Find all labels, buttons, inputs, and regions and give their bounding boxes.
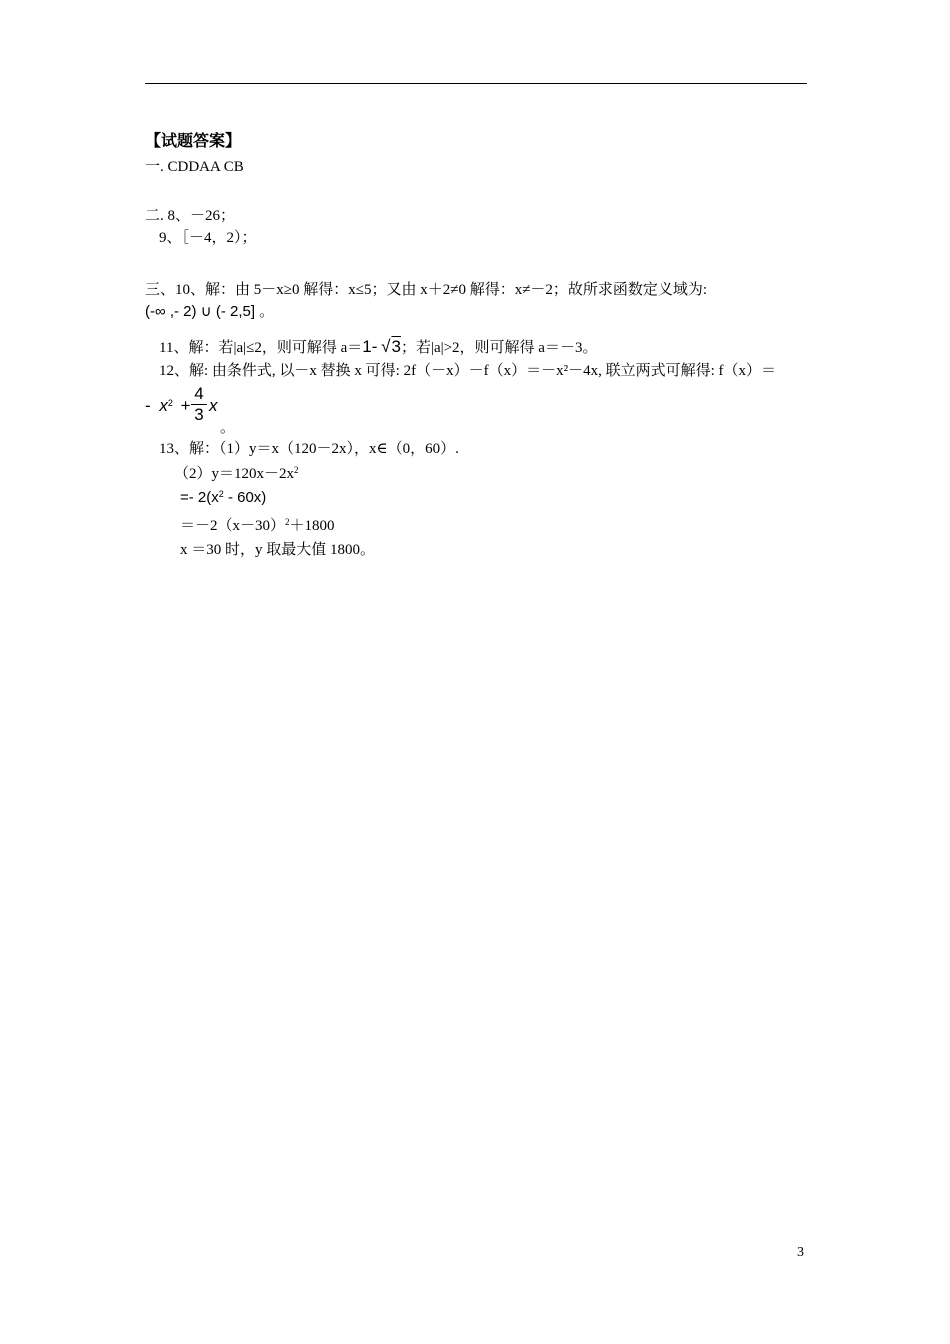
q13-part2-text: （2）y＝120x－2x <box>174 466 295 482</box>
q12-solution-line1: 12、解: 由条件式, 以－x 替换 x 可得: 2f（－x）－f（x）＝－x²－4x, 联立两式可解得: f（x）＝ <box>159 363 776 379</box>
q13-line3-exponent: 2 <box>285 517 290 527</box>
q13-part1: 13、解：（1）y＝x（120－2x），x∈（0，60）. <box>159 441 459 457</box>
q13-line2-tail: - 60x) <box>223 489 267 506</box>
header-rule <box>145 83 807 84</box>
q10-solution-domain: (-∞ ,- 2) ∪ (- 2,5] 。 <box>145 303 275 320</box>
q12-numerator: 4 <box>194 384 204 403</box>
q12-x-term: x <box>209 396 218 415</box>
q12-period: 。 <box>220 420 236 436</box>
q13-line2-exponent: 2 <box>218 489 224 499</box>
q13-line2-text: =- 2(x <box>180 489 219 506</box>
section-two-answer-8: 二. 8、－26； <box>145 208 236 224</box>
q10-solution-line1: 三、10、解：由 5－x≥0 解得：x≤5；又由 x＋2≠0 解得：x≠－2；故所求函数定义域为: <box>145 282 708 298</box>
page-number: 3 <box>797 1245 804 1260</box>
q13-conclusion: x ＝30 时，y 取最大值 1800。 <box>180 542 376 558</box>
q12-fraction <box>190 384 208 425</box>
q11-one-minus: 1- <box>362 337 378 356</box>
q11-text-post: ；若|a|>2，则可解得 a＝－3。 <box>400 340 598 356</box>
q12-x: x <box>159 396 168 415</box>
q12-denominator: 3 <box>194 405 204 424</box>
q13-line3-tail: ＋1800 <box>289 518 335 534</box>
q12-exponent: 2 <box>167 398 173 408</box>
q13-part2-line1 <box>174 464 299 484</box>
q13-part2-line3 <box>180 516 335 536</box>
q11-radicand: 3 <box>391 337 401 356</box>
section-one-answers: 一. CDDAA CB <box>145 159 244 175</box>
q11-solution <box>159 337 597 358</box>
answer-heading: 【试题答案】 <box>145 131 242 150</box>
q13-part2-line2 <box>180 488 266 508</box>
section-two-answer-9: 9、［－4，2）； <box>159 230 257 246</box>
q12-minus: - <box>145 396 151 415</box>
q11-text-pre: 11、解：若|a|≤2，则可解得 a＝ <box>159 340 363 356</box>
sqrt-symbol: √3 <box>381 337 401 356</box>
q12-result-expression <box>145 396 191 416</box>
q12-plus: + <box>180 396 191 415</box>
q13-line3-text: ＝－2（x－30） <box>180 518 286 534</box>
q13-part2-exponent: 2 <box>294 465 299 475</box>
